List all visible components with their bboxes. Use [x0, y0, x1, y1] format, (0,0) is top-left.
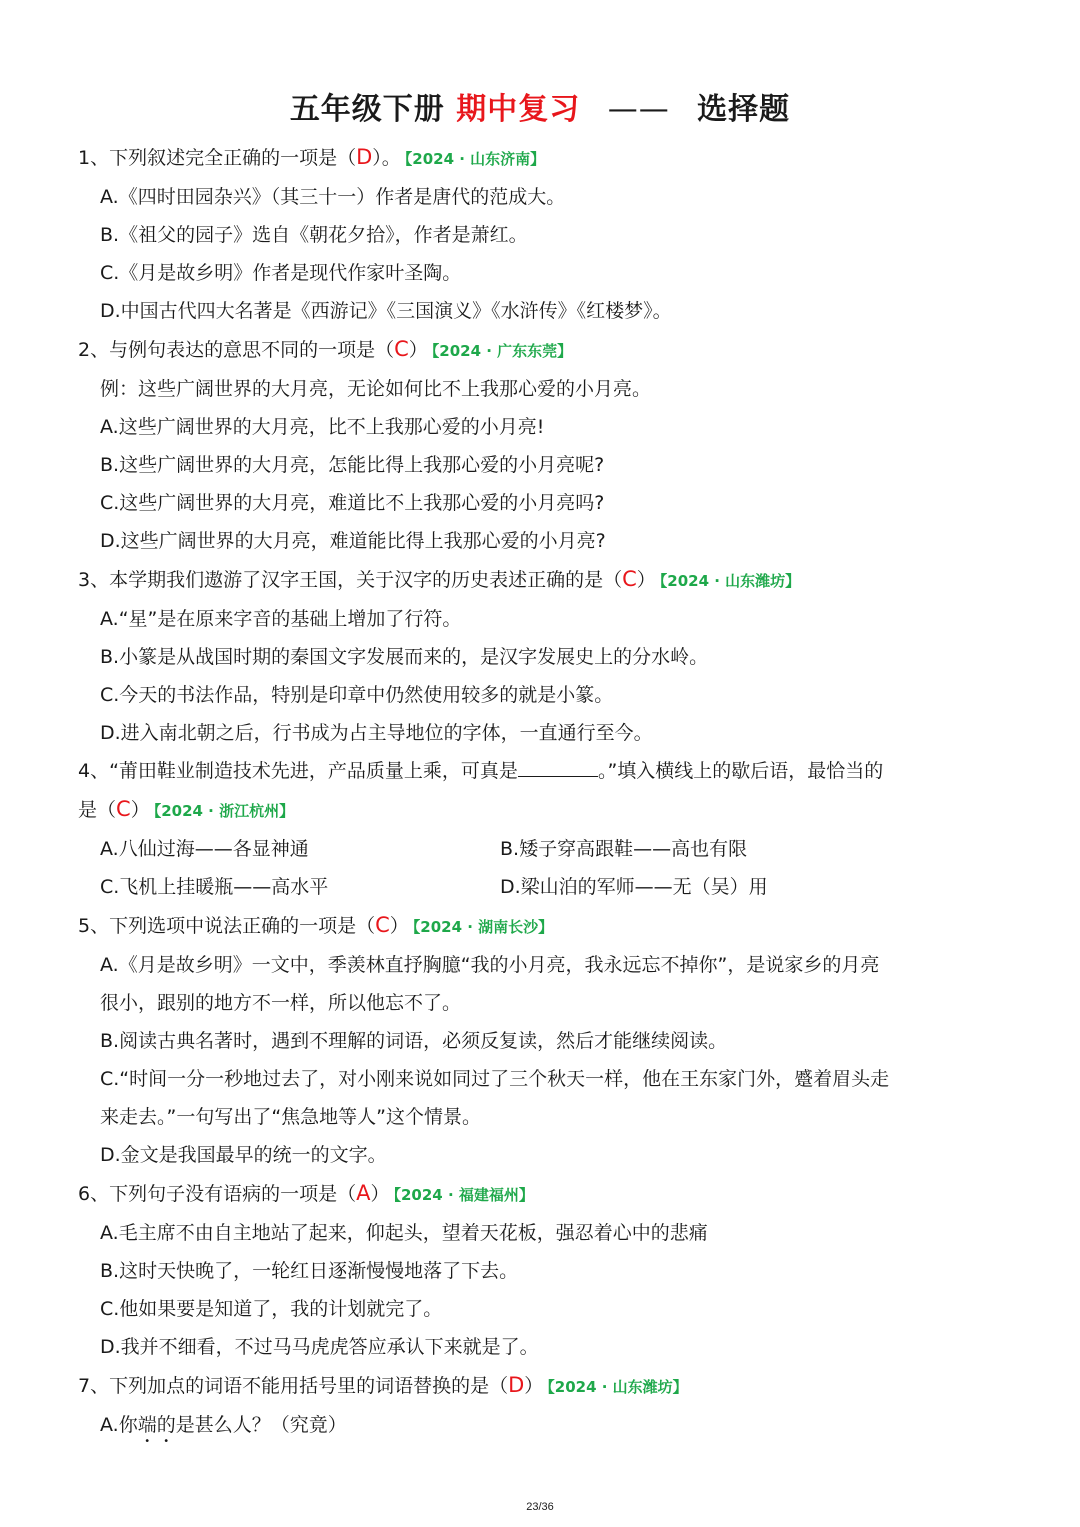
dotted-word: 端的 [137, 1414, 176, 1436]
question-6-option: D.我并不细看，不过马马虎虎答应承认下来就是了。 [100, 1336, 539, 1358]
question-7-stem: 7、下列加点的词语不能用括号里的词语替换的是（D） 【2024 · 山东潍坊】 [78, 1373, 688, 1397]
question-4-source: 【2024 · 浙江杭州】 [153, 802, 295, 820]
title-dash: —— [607, 92, 670, 127]
question-5-option-continued: 来走去。”一句写出了“焦急地等人”这个情景。 [100, 1106, 482, 1128]
question-2-stem: 2、与例句表达的意思不同的一项是（C） 【2024 · 广东东莞】 [78, 337, 573, 361]
question-4-answer: C [116, 797, 131, 821]
question-2-option: B.这些广阔世界的大月亮，怎能比得上我那心爱的小月亮呢? [100, 454, 605, 476]
question-5-option: C.“时间一分一秒地过去了，对小刚来说如同过了三个秋天一样，他在王东家门外，蹙着眉头走 [100, 1068, 890, 1090]
question-2-option: D.这些广阔世界的大月亮，难道能比得上我那心爱的小月亮? [100, 530, 606, 552]
question-4-options-row [100, 868, 1008, 906]
question-2-option: C.这些广阔世界的大月亮，难道比不上我那心爱的小月亮吗? [100, 492, 605, 514]
question-1-answer: D [356, 145, 373, 169]
question-6-option: C.他如果要是知道了，我的计划就完了。 [100, 1298, 443, 1320]
question-3-answer: C [622, 567, 637, 591]
question-3-option: D.进入南北朝之后，行书成为占主导地位的字体，一直通行至今。 [100, 722, 653, 744]
question-5-option: A.《月是故乡明》一文中，季羡林直抒胸臆“我的小月亮，我永远忘不掉你”，是说家乡的月亮 [100, 954, 880, 976]
question-4-stem-line2: 是（C） 【2024 · 浙江杭州】 [78, 797, 295, 821]
question-5-answer: C [375, 913, 390, 937]
question-5-option: D.金文是我国最早的统一的文字。 [100, 1144, 387, 1166]
question-7-option: A.你端的是甚么人？（究竟） [100, 1414, 347, 1436]
question-5-option-continued: 很小，跟别的地方不一样，所以他忘不了。 [100, 992, 462, 1014]
fill-blank-line [518, 754, 598, 777]
page-title [0, 84, 1080, 128]
question-6-option: A.毛主席不由自主地站了起来，仰起头，望着天花板，强忍着心中的悲痛 [100, 1222, 708, 1244]
question-5-option: B.阅读古典名著时，遇到不理解的词语，必须反复读，然后才能继续阅读。 [100, 1030, 728, 1052]
question-3-stem: 3、本学期我们遨游了汉字王国，关于汉字的历史表述正确的是（C） 【2024 · 山东潍坊】 [78, 567, 801, 591]
question-7-answer: D [508, 1373, 525, 1397]
question-1-option: A.《四时田园杂兴》（其三十一）作者是唐代的范成大。 [100, 186, 566, 208]
question-2-option: A.这些广阔世界的大月亮，比不上我那心爱的小月亮! [100, 416, 545, 438]
page-number: 23/36 [526, 1501, 554, 1513]
question-4-stem: 4、“莆田鞋业制造技术先进，产品质量上乘，可真是 。”填入横线上的歇后语，最恰当的 [78, 752, 1008, 790]
question-3-source: 【2024 · 山东潍坊】 [659, 572, 801, 590]
question-3-option: C.今天的书法作品，特别是印章中仍然使用较多的就是小篆。 [100, 684, 614, 706]
question-1-option: B.《祖父的园子》选自《朝花夕拾》，作者是萧红。 [100, 224, 528, 246]
question-7-source: 【2024 · 山东潍坊】 [547, 1378, 688, 1396]
question-1-option: D.中国古代四大名著是《西游记》《三国演义》《水浒传》《红楼梦》。 [100, 300, 672, 322]
question-3-option: A.“星”是在原来字音的基础上增加了行符。 [100, 608, 462, 630]
question-6-option: B.这时天快晚了，一轮红日逐渐慢慢地落了下去。 [100, 1260, 519, 1282]
question-4-option: C.飞机上挂暖瓶——高水平 [100, 876, 329, 898]
question-1-source: 【2024 · 山东济南】 [404, 150, 546, 168]
question-6-source: 【2024 · 福建福州】 [393, 1186, 534, 1204]
question-2-example: 例：这些广阔世界的大月亮，无论如何比不上我那心爱的小月亮。 [100, 378, 652, 400]
question-4-options-row [100, 830, 1008, 868]
question-6-answer: A [356, 1181, 371, 1205]
question-4-option: A.八仙过海——各显神通 [100, 838, 309, 860]
title-review: 期中复习 [456, 92, 581, 127]
question-1-option: C.《月是故乡明》作者是现代作家叶圣陶。 [100, 262, 462, 284]
title-grade: 五年级下册 [289, 92, 445, 127]
question-5-source: 【2024 · 湖南长沙】 [412, 918, 554, 936]
question-6-stem: 6、下列句子没有语病的一项是（A） 【2024 · 福建福州】 [78, 1181, 534, 1205]
question-2-answer: C [394, 337, 409, 361]
question-5-stem: 5、下列选项中说法正确的一项是（C） 【2024 · 湖南长沙】 [78, 913, 554, 937]
question-3-option: B.小篆是从战国时期的秦国文字发展而来的，是汉字发展史上的分水岭。 [100, 646, 709, 668]
title-type: 选择题 [697, 92, 791, 127]
question-2-source: 【2024 · 广东东莞】 [431, 342, 573, 360]
question-4-option: B.矮子穿高跟鞋——高也有限 [500, 838, 748, 860]
question-list [78, 138, 1008, 1447]
question-1-stem: 1、下列叙述完全正确的一项是（D）。 【2024 · 山东济南】 [78, 145, 546, 169]
question-4-option: D.梁山泊的军师——无（吴）用 [500, 876, 768, 898]
